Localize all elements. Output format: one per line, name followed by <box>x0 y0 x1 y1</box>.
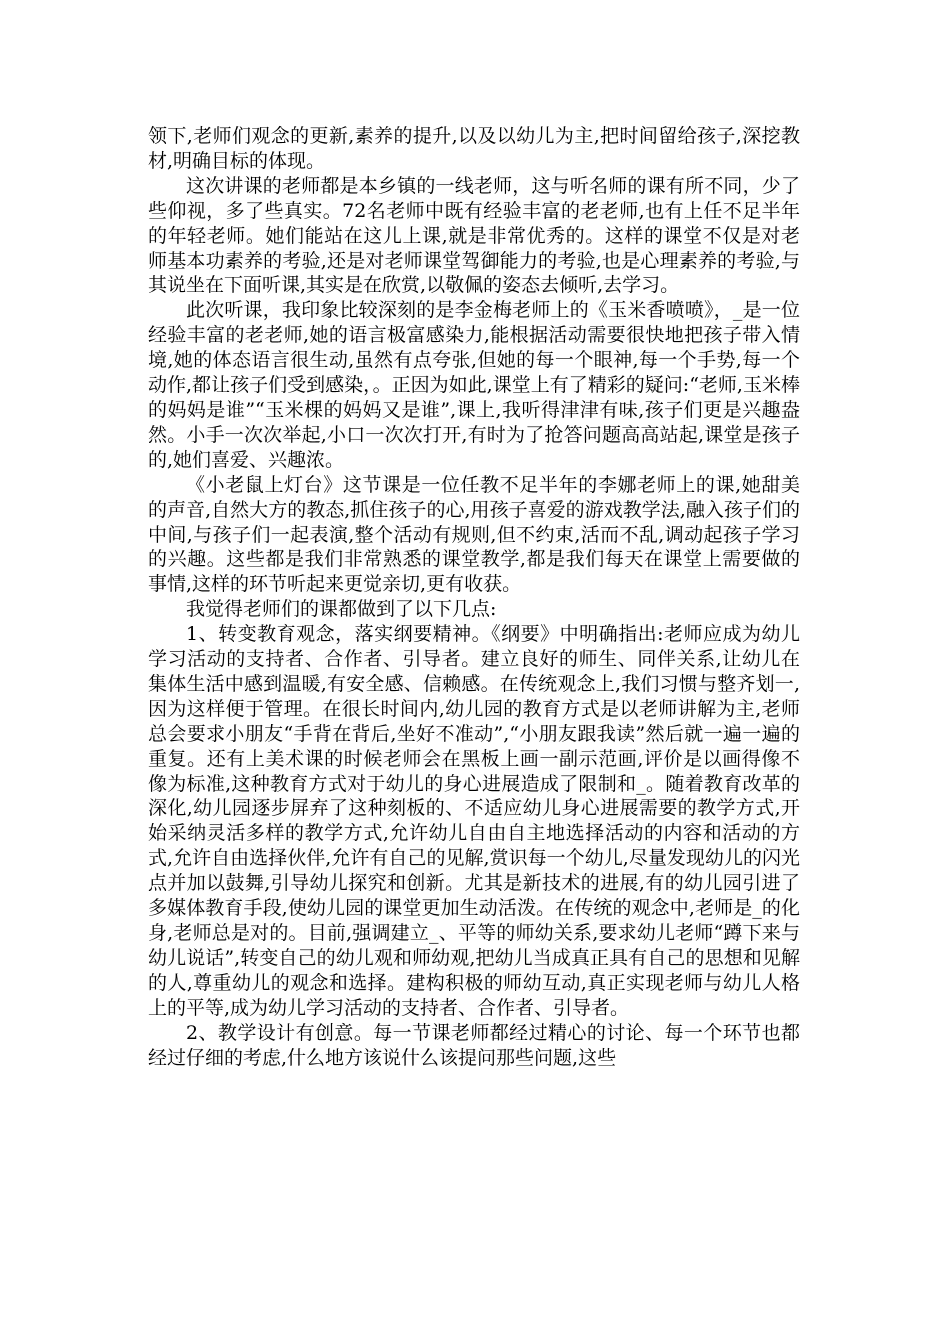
paragraph-corn-lesson: 此次听课，我印象比较深刻的是李金梅老师上的《玉米香喷喷》，_是一位经验丰富的老老师,她的语言极富感染力,能根据活动需要很快地把孩子带入情境,她的体态语言很生动,虽然有点夸张,但她的每一个眼神,每一个手势,每一个动作,都让孩子们受到感染，。正因为如此,课堂上有了精彩的疑问:“老师,玉米棒的妈妈是谁”“玉米棵的妈妈又是谁”,课上,我听得津津有味,孩子们更是兴趣盎然。小手一次次举起,小口一次次打开,有时为了抢答问题高高站起,课堂是孩子的,她们喜爱、兴趣浓。 <box>148 299 800 471</box>
paragraph-mouse-lesson: 《小老鼠上灯台》这节课是一位任教不足半年的李娜老师上的课,她甜美的声音,自然大方的教态,抓住孩子的心,用孩子喜爱的游戏教学法,融入孩子们的中间,与孩子们一起表演,整个活动有规则,但不约束,活而不乱,调动起孩子学习的兴趣。这些都是我们非常熟悉的课堂教学,都是我们每天在课堂上需要做的事情,这样的环节听起来更觉亲切,更有收获。 <box>148 473 800 596</box>
paragraph-point-2: 2、教学设计有创意。每一节课老师都经过精心的讨论、每一个环节也都经过仔细的考虑,什么地方该说什么该提问那些问题,这些 <box>148 1021 800 1069</box>
paragraph-point-1: 1、转变教育观念，落实纲要精神。《纲要》中明确指出:老师应成为幼儿学习活动的支持者、合作者、引导者。建立良好的师生、同伴关系,让幼儿在集体生活中感到温暖,有安全感、信赖感。在传统观念上,我们习惯与整齐划一,因为这样便于管理。在很长时间内,幼儿园的教育方式是以老师讲解为主,老师总会要求小朋友“手背在背后,坐好不准动”,“小朋友跟我读”然后就一遍一遍的重复。还有上美术课的时候老师会在黑板上画一副示范画,评价是以画得像不像为标准,这种教育方式对于幼儿的身心进展造成了限制和_。随着教育改革的深化,幼儿园逐步屏弃了这种刻板的、不适应幼儿身心进展需要的教学方式,开始采纳灵活多样的教学方式,允许幼儿自由自主地选择活动的内容和活动的方式,允许自由选择伙伴,允许有自己的见解,赏识每一个幼儿,尽量发现幼儿的闪光点并加以鼓舞,引导幼儿探究和创新。尤其是新技术的进展,有的幼儿园引进了多媒体教育手段,使幼儿园的课堂更加生动活泼。在传统的观念中,老师是_的化身,老师总是对的。目前,强调建立_、平等的师幼关系,要求幼儿老师“蹲下来与幼儿说话”,转变自己的幼儿观和师幼观,把幼儿当成真正具有自己的思想和见解的人,尊重幼儿的观念和选择。建构积极的师幼互动,真正实现老师与幼儿人格上的平等,成为幼儿学习活动的支持者、合作者、引导者。 <box>148 623 800 1019</box>
paragraph-summary-intro: 我觉得老师们的课都做到了以下几点: <box>186 598 497 621</box>
paragraph-lecture-teachers: 这次讲课的老师都是本乡镇的一线老师，这与听名师的课有所不同，少了些仰视，多了些真实。72名老师中既有经验丰富的老老师,也有上任不足半年的年轻老师。她们能站在这儿上课,就是非常优秀的。这样的课堂不仅是对老师基本功素养的考验,还是对老师课堂驾御能力的考验,也是心理素养的考验,与其说坐在下面听课,其实是在欣赏,以敬佩的姿态去倾听,去学习。 <box>148 174 800 297</box>
paragraph-continuation: 领下,老师们观念的更新,素养的提升,以及以幼儿为主,把时间留给孩子,深挖教材,明确目标的体现。 <box>148 125 800 172</box>
document-body <box>148 124 800 1070</box>
